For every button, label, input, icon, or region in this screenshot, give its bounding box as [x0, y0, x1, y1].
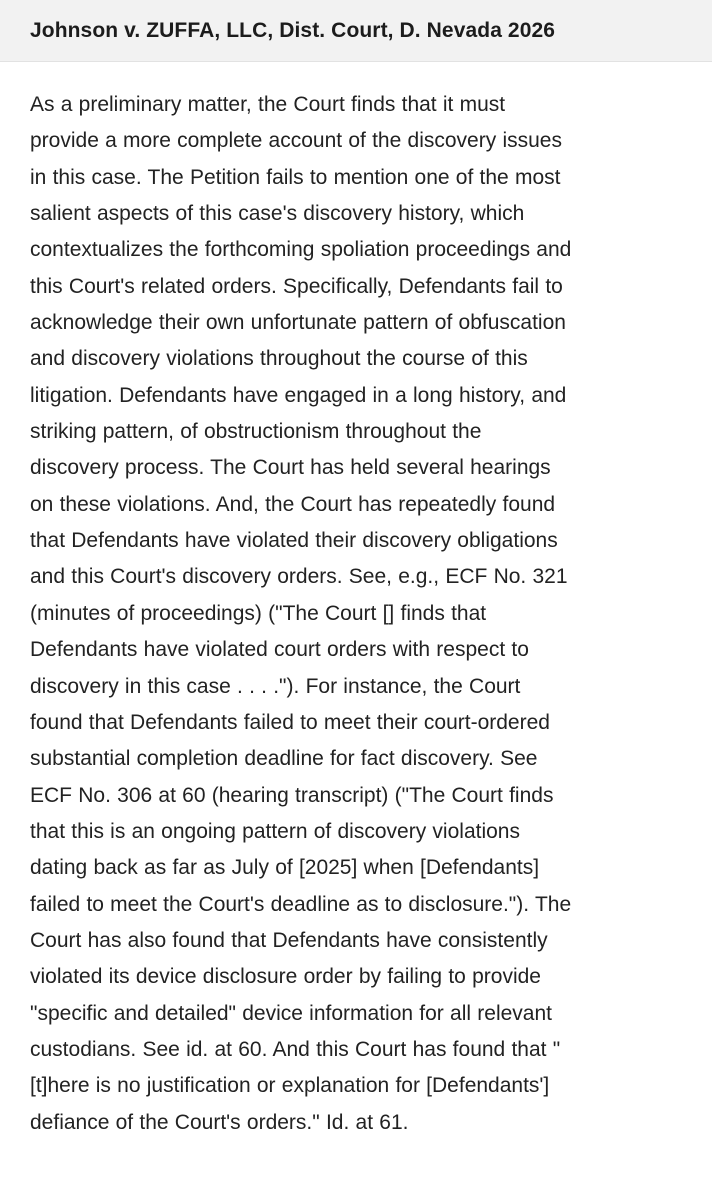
text-line: litigation. Defendants have engaged in a long history, and: [30, 383, 567, 407]
text-line: and this Court's discovery orders. See, e.g., ECF No. 321: [30, 565, 568, 589]
text-line: custodians. See id. at 60. And this Court has found that ": [30, 1037, 561, 1061]
text-line: discovery in this case . . . ."). For instance, the Court: [30, 674, 521, 698]
text-line: provide a more complete account of the discovery issues: [30, 129, 562, 153]
case-title: Johnson v. ZUFFA, LLC, Dist. Court, D. Nevada 2026: [30, 18, 556, 42]
text-line: (minutes of proceedings) ("The Court [] finds that: [30, 601, 487, 625]
text-line: contextualizes the forthcoming spoliation proceedings and: [30, 238, 572, 262]
text-line: in this case. The Petition fails to mention one of the most: [30, 165, 561, 189]
text-line: [t]here is no justification or explanation for [Defendants']: [30, 1074, 550, 1098]
text-line: dating back as far as July of [2025] when [Defendants]: [30, 856, 540, 880]
text-line: this Court's related orders. Specifically, Defendants fail to: [30, 274, 563, 298]
text-line: salient aspects of this case's discovery history, which: [30, 202, 525, 226]
text-line: that Defendants have violated their discovery obligations: [30, 529, 558, 553]
text-line: failed to meet the Court's deadline as to disclosure."). The: [30, 892, 572, 916]
case-header: [0, 0, 712, 62]
text-line: that this is an ongoing pattern of discovery violations: [30, 819, 520, 843]
text-line: Court has also found that Defendants have consistently: [30, 928, 548, 952]
text-line: "specific and detailed" device information for all relevant: [30, 1001, 552, 1025]
text-line: Defendants have violated court orders with respect to: [30, 638, 529, 662]
text-line: substantial completion deadline for fact discovery. See: [30, 747, 538, 771]
opinion-body: [0, 62, 712, 1141]
text-line: striking pattern, of obstructionism throughout the: [30, 420, 482, 444]
text-line: on these violations. And, the Court has repeatedly found: [30, 492, 556, 516]
text-line: acknowledge their own unfortunate pattern of obfuscation: [30, 311, 566, 335]
text-line: defiance of the Court's orders." Id. at 61.: [30, 1110, 409, 1134]
text-line: found that Defendants failed to meet their court-ordered: [30, 710, 550, 734]
text-line: As a preliminary matter, the Court finds that it must: [30, 93, 506, 116]
opinion-paragraph: [30, 87, 682, 1141]
text-line: and discovery violations throughout the course of this: [30, 347, 528, 371]
text-line: violated its device disclosure order by failing to provide: [30, 965, 541, 989]
text-line: ECF No. 306 at 60 (hearing transcript) ("The Court finds: [30, 783, 554, 807]
text-line: discovery process. The Court has held several hearings: [30, 456, 551, 480]
